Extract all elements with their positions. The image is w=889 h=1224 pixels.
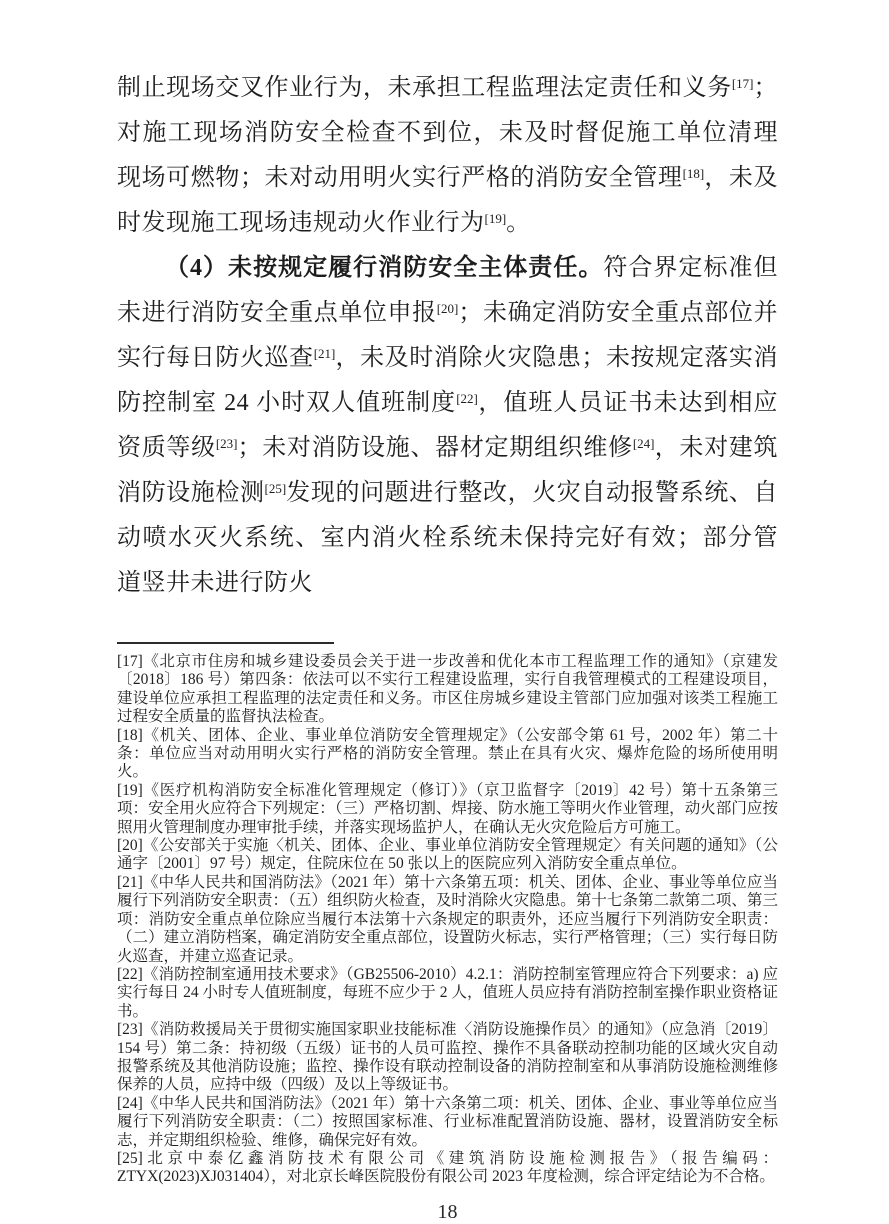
- footnote-ref-label: [24]: [117, 1094, 143, 1112]
- footnote-item: [117, 966, 778, 1021]
- footnote-item: [117, 653, 778, 727]
- text-run: 发现的问题进行整改，火灾自动报警系统、自动喷水灭火系统、室内消火栓系统未保持完好有效；部分管道竖井未进行防火: [117, 480, 779, 596]
- footnotes-section: [117, 642, 778, 1187]
- footnote-text: 《消防控制室通用技术要求》（GB25506-2010）4.2.1：消防控制室管理应符合下列要求：a) 应实行每日 24 小时专人值班制度，每班不应少于 2 人，值班人员应持有消防控制室操作职业资格证书。: [117, 965, 778, 1020]
- footnote-ref-label: [20]: [117, 837, 143, 855]
- footnote-ref: [17]: [731, 76, 754, 91]
- footnote-text: 《公安部关于实施〈机关、团体、企业、事业单位消防安全管理规定〉有关问题的通知》（公通字〔2001〕97 号）规定，住院床位在 50 张以上的医院应列入消防安全重点单位。: [117, 837, 778, 873]
- footnote-ref-label: [22]: [117, 965, 143, 983]
- footnote-ref-label: [17]: [117, 653, 143, 670]
- footnote-item: [117, 727, 778, 782]
- body-text: [117, 0, 778, 606]
- text-column: [117, 0, 778, 1224]
- text-run: 制止现场交叉作业行为，未承担工程监理法定责任和义务: [117, 75, 732, 101]
- footnote-ref-label: [21]: [117, 873, 143, 891]
- text-run: 符合界定标准但未进行消防安全重点单位申报: [117, 255, 778, 326]
- text-run: ，值班人员证书未达到相应资质等级: [117, 390, 779, 461]
- text-run: ，未及时消除火灾隐患；未按规定落实消防控制室 24 小时双人值班制度: [117, 345, 779, 416]
- body-paragraph: [117, 246, 778, 606]
- footnote-text: 《机关、团体、企业、事业单位消防安全管理规定》（公安部令第 61 号，2002 年）第二十条：单位应当对动用明火实行严格的消防安全管理。禁止在具有火灾、爆炸危险的场所使用明火。: [117, 726, 778, 781]
- footnote-text: 《消防救援局关于贯彻实施国家职业技能标准〈消防设施操作员〉的通知》（应急消〔2019〕154 号）第二条：持初级（五级）证书的人员可监控、操作不具备联动控制功能的区域火灾自动报警系统及其他消防设施；监控、操作设有联动控制设备的消防控制室和从事消防设施检测维修保养的人员，应持中级（四级）及以上等级证书。: [117, 1021, 778, 1094]
- footnote-item: [117, 874, 778, 966]
- footnote-ref: [21]: [313, 346, 336, 361]
- footnote-ref: [23]: [215, 436, 238, 451]
- footnote-item: [117, 1021, 778, 1095]
- footnote-item: [117, 1150, 778, 1187]
- footnote-separator: [117, 642, 334, 644]
- footnote-item: [117, 1095, 778, 1150]
- body-paragraph: [117, 66, 778, 246]
- footnote-ref: [20]: [436, 301, 459, 316]
- footnote-item: [117, 782, 778, 837]
- footnote-ref: [24]: [632, 436, 655, 451]
- text-run: ；未对消防设施、器材定期组织维修: [237, 435, 633, 461]
- footnote-text: 《医疗机构消防安全标准化管理规定（修订）》（京卫监督字〔2019〕42 号）第十五条第三项：安全用火应符合下列规定：（三）严格切割、焊接、防水施工等明火作业管理，动火部门应按照用火管理制度办理审批手续，并落实现场监护人，在确认无火灾危险后方可施工。: [117, 781, 778, 836]
- text-run: ，未及时发现施工现场违规动火作业行为: [117, 165, 779, 236]
- footnote-ref-label: [25]: [117, 1149, 143, 1167]
- footnote-text: 《北京市住房和城乡建设委员会关于进一步改善和优化本市工程监理工作的通知》（京建发〔2018〕186 号）第四条：依法可以不实行工程建设监理，实行自我管理模式的工程建设项目，建设单位应承担工程监理的法定责任和义务。市区住房城乡建设主管部门应加强对该类工程施工过程安全质量的监督执法检查。: [117, 653, 778, 726]
- page-number: 18: [437, 1200, 458, 1223]
- footnote-text: 《中华人民共和国消防法》（2021 年）第十六条第二项：机关、团体、企业、事业等单位应当履行下列消防安全职责：（二）按照国家标准、行业标准配置消防设施、器材，设置消防安全标志，并定期组织检验、维修，确保完好有效。: [117, 1094, 778, 1149]
- footnote-text: 北京中泰亿鑫消防技术有限公司《建筑消防设施检测报告》（报告编码：ZTYX(2023)XJ031404），对北京长峰医院股份有限公司 2023 年度检测，综合评定结论为不合格。: [117, 1149, 778, 1186]
- footnote-ref: [19]: [484, 211, 507, 226]
- footnote-text: 《中华人民共和国消防法》（2021 年）第十六条第五项：机关、团体、企业、事业等单位应当履行下列消防安全职责：（五）组织防火检查，及时消除火灾隐患。第十七条第二款第二项、第三项：消防安全重点单位除应当履行本法第十六条规定的职责外，还应当履行下列消防安全职责：（二）建立消防档案，确定消防安全重点部位，设置防火标志，实行严格管理；（三）实行每日防火巡查，并建立巡查记录。: [117, 873, 778, 965]
- text-run: 。: [506, 210, 531, 236]
- footnote-ref-label: [19]: [117, 781, 143, 799]
- footnote-ref-label: [18]: [117, 726, 143, 744]
- footnote-item: [117, 837, 778, 874]
- text-run: ，未对建筑消防设施检测: [117, 435, 779, 506]
- text-run: ；对施工现场消防安全检查不到位，未及时督促施工单位清理现场可燃物；未对动用明火实行严格的消防安全管理: [117, 75, 778, 191]
- footnote-ref: [25]: [264, 481, 287, 496]
- text-run: ；未确定消防安全重点部位并实行每日防火巡查: [117, 300, 779, 371]
- footnotes-list: [117, 653, 778, 1187]
- footnote-ref: [22]: [456, 391, 478, 406]
- footnote-ref-label: [23]: [117, 1021, 143, 1039]
- footnote-ref: [18]: [682, 166, 705, 181]
- bold-run: （4）未按规定履行消防安全主体责任。: [165, 255, 604, 281]
